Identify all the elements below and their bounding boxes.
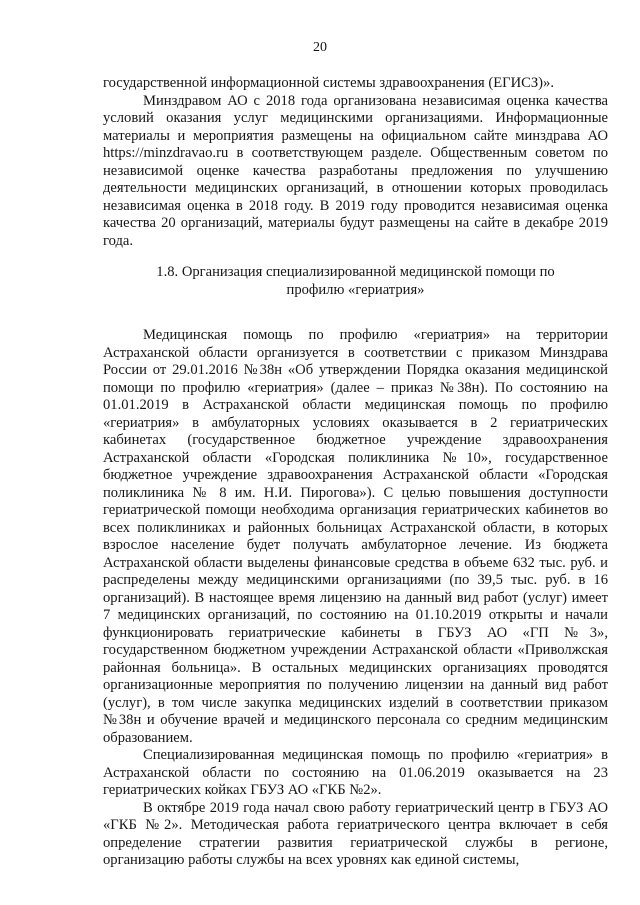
paragraph-geriatric-center: В октябре 2019 года начал свою работу гериатрический центр в ГБУЗ АО «ГКБ №2». Методическая работа гериатрического центра включает в себя определение стратегии развития гериатрической службы в регионе, организацию работы службы на всех уровнях как единой системы, xyxy=(103,799,608,868)
paragraph-continuation: государственной информационной системы здравоохранения (ЕГИСЗ)». xyxy=(103,75,554,91)
paragraph-geriatrics-organization: Медицинская помощь по профилю «гериатрия» на территории Астраханской области организуется в соответствии с приказом Минздрава России от 29.01.2016 №38н «Об утверждении Порядка оказания медицинской помощи по профилю «гериатрия» (далее – приказ №38н). По состоянию на 01.01.2019 в Астраханской области медицинская помощь по профилю «гериатрия» в амбулаторных условиях оказывается в 2 гериатрических кабинетах (государственное бюджетное учреждение здравоохранения Астраханской области «Городская поликлиника №10», государственное бюджетное учреждение здравоохранения Астраханской области «Городская поликлиника № 8 им. Н.И. Пирогова»). С целью повышения доступности гериатрической помощи необходима организация гериатрических кабинетов во всех поликлиниках и районных больницах Астраханской области, в которых взрослое население будет получать амбулаторное лечение. Из бюджета Астраханской области выделены финансовые средства в объеме 632 тыс. руб. и распределены между медицинскими организациями (по 39,5 тыс. руб. в 16 организаций). В настоящее время лицензию на данный вид работ (услуг) имеет 7 медицинских организаций, по состоянию на 01.10.2019 открыты и начали функционировать гериатрические кабинеты в ГБУЗ АО «ГП №3», государственном бюджетном учреждении Астраханской области «Приволжская районная больница». В остальных медицинских организациях проводятся организационные мероприятия по получению лицензии на данный вид работ (услуг), в том числе закупка медицинских изделий в соответствии приказом №38н и обучение врачей и медицинского персонала со средним медицинским образованием. xyxy=(103,327,608,746)
paragraph-geriatric-beds: Специализированная медицинская помощь по профилю «гериатрия» в Астраханской области по состоянию на 01.06.2019 оказывается на 23 гериатрических койках ГБУЗ АО «ГКБ №2». xyxy=(103,747,608,798)
page-number: 20 xyxy=(313,40,327,55)
paragraph-independent-assessment: Минздравом АО с 2018 года организована независимая оценка качества условий оказания услуг медицинскими организациями. Информационные материалы и мероприятия размещены на официальном сайте минздрава АО https://minzdravao.ru в соответствующем разделе. Общественным советом по независимой оценке качества разработаны предложения по улучшению деятельности медицинских организаций, в отношении которых проводилась независимая оценка в 2018 году. В 2019 году проводится независимая оценка качества 20 организаций, материалы будут размещены на сайте в декабре 2019 года. xyxy=(103,92,608,249)
section-heading: 1.8. Организация специализированной медицинской помощи по профилю «гериатрия» xyxy=(156,264,555,298)
document-body xyxy=(103,75,608,870)
